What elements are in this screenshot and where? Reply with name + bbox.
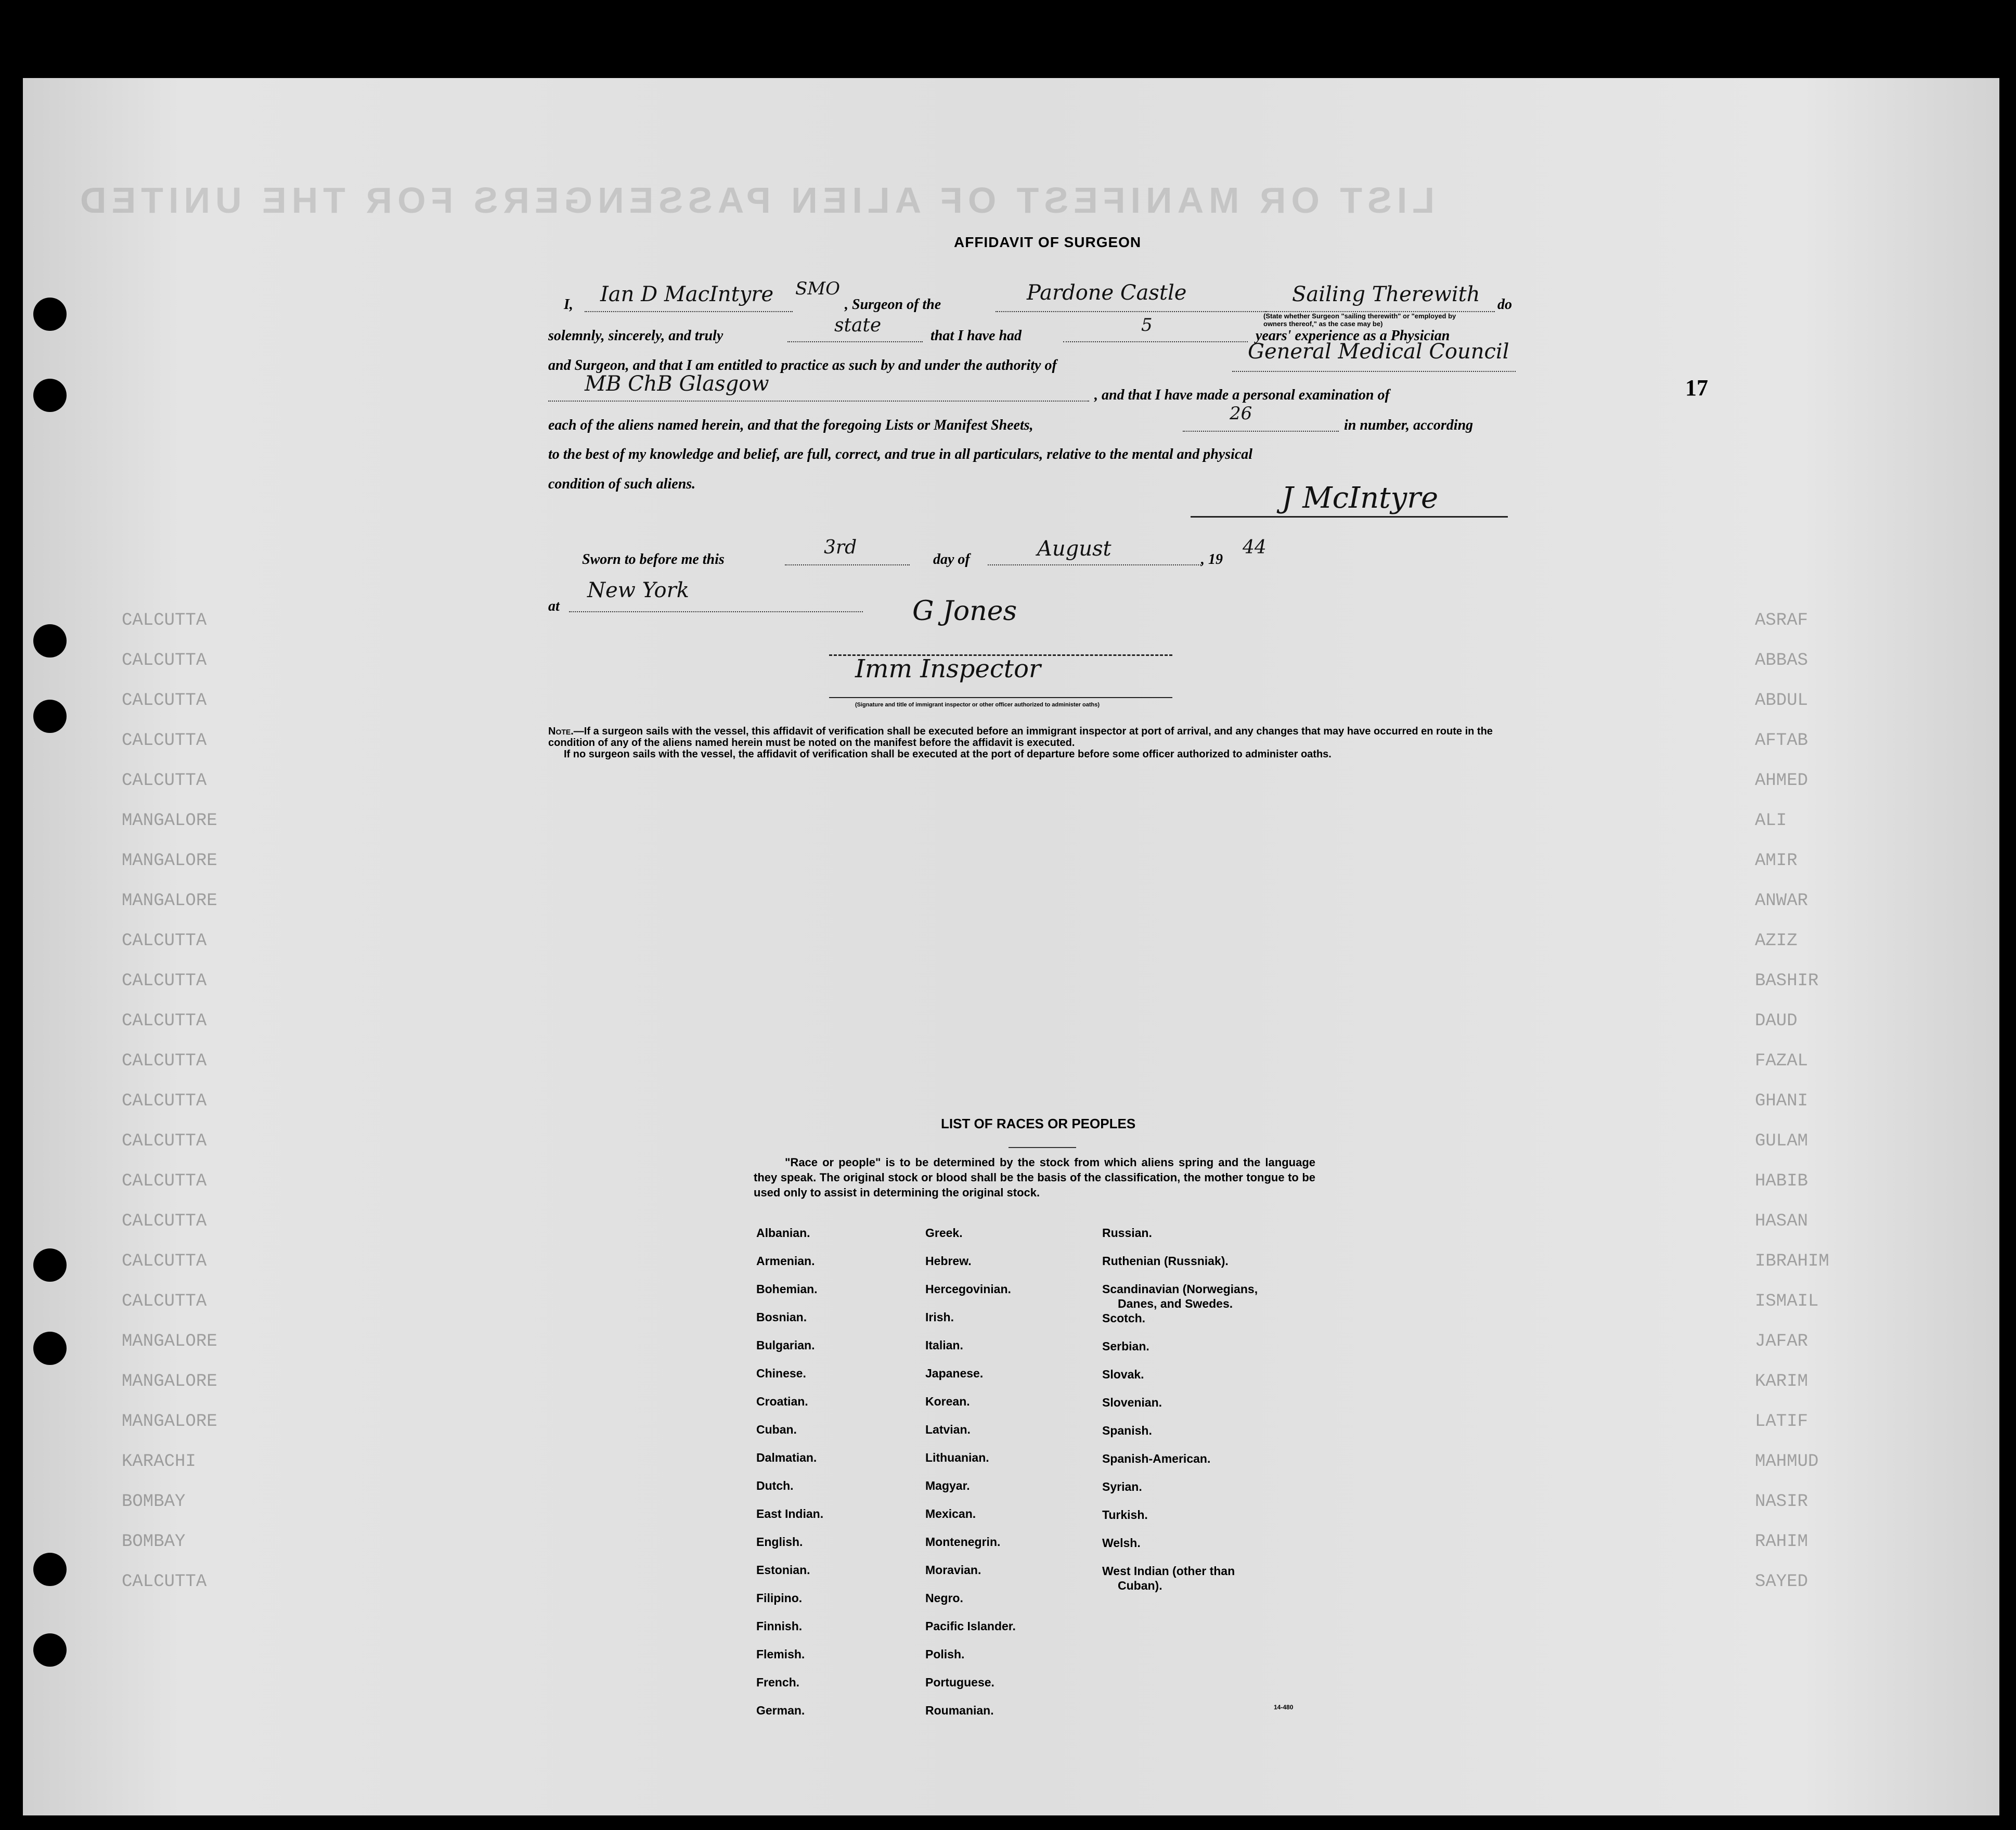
races-column-3 — [1102, 1225, 1258, 1606]
race-item: Greek. — [925, 1226, 963, 1240]
race-item: Turkish. — [1102, 1508, 1148, 1522]
ghost-text: CALCUTTA — [122, 1572, 207, 1592]
years-blank — [1063, 341, 1248, 342]
affidavit-line5-prefix: each of the aliens named herein, and that the foregoing Lists or Manifest Sheets, — [548, 417, 1033, 433]
vessel-handwriting: Pardone Castle — [1027, 281, 1187, 305]
ghost-text: SAYED — [1755, 1572, 1808, 1592]
vessel-blank — [996, 311, 1266, 312]
ghost-text: CALCUTTA — [122, 1091, 207, 1111]
affidavit-line3: and Surgeon, and that I am entitled to practice as such by and under the authority of — [548, 357, 1057, 373]
ghost-text: BOMBAY — [122, 1532, 186, 1552]
race-item: French. — [756, 1676, 800, 1689]
ghost-text: CALCUTTA — [122, 971, 207, 991]
ghost-text: BOMBAY — [122, 1492, 186, 1512]
authority-handwriting: General Medical Council — [1248, 340, 1509, 364]
ghost-text: LATIF — [1755, 1412, 1808, 1432]
document-page — [23, 78, 1999, 1815]
surgeon-signature-line — [1191, 516, 1508, 518]
at-label: at — [548, 598, 560, 614]
punch-hole — [33, 624, 67, 658]
race-item: Russian. — [1102, 1226, 1152, 1240]
ghost-text: MANGALORE — [122, 851, 217, 871]
race-item: Bohemian. — [756, 1282, 818, 1296]
officer-signature: G Jones — [912, 596, 1017, 627]
ghost-text: IBRAHIM — [1755, 1252, 1829, 1271]
ghost-text: HASAN — [1755, 1212, 1808, 1231]
note-paragraph-1 — [548, 726, 1516, 749]
affidavit-line1-end: do — [1497, 297, 1512, 313]
affidavit-line7: condition of such aliens. — [548, 476, 696, 492]
sworn-year-handwriting: 44 — [1243, 537, 1267, 558]
affidavit-line2-middle: that I have had — [931, 328, 1022, 344]
ghost-text: GULAM — [1755, 1131, 1808, 1151]
punch-hole — [33, 379, 67, 412]
ghost-text: CALCUTTA — [122, 731, 207, 751]
place-handwriting: New York — [587, 578, 689, 602]
degrees-blank — [548, 401, 1089, 402]
sheets-handwriting: 26 — [1230, 403, 1252, 424]
races-title-rule — [1009, 1147, 1076, 1148]
ghost-text: AZIZ — [1755, 931, 1798, 951]
ghost-text: GHANI — [1755, 1091, 1808, 1111]
race-item: Portuguese. — [925, 1676, 994, 1689]
ghost-text: ABBAS — [1755, 651, 1808, 671]
race-item: English. — [756, 1535, 803, 1549]
race-item: West Indian (other than — [1102, 1564, 1235, 1578]
races-column-2 — [925, 1225, 1016, 1731]
sworn-day-of: day of — [933, 551, 970, 568]
races-column-1 — [756, 1225, 823, 1731]
race-item: Cuban). — [1118, 1579, 1162, 1592]
years-handwriting: 5 — [1141, 315, 1153, 336]
ghost-text: CALCUTTA — [122, 1011, 207, 1031]
race-item: Albanian. — [756, 1226, 810, 1240]
race-item: Mexican. — [925, 1507, 976, 1520]
race-item: Filipino. — [756, 1591, 803, 1605]
sworn-day-handwriting: 3rd — [824, 537, 857, 558]
race-item: Slovak. — [1102, 1368, 1144, 1381]
ghost-text: MANGALORE — [122, 811, 217, 831]
ghost-text: CALCUTTA — [122, 771, 207, 791]
race-item: Latvian. — [925, 1423, 971, 1436]
race-item: Scandinavian (Norwegians, — [1102, 1282, 1258, 1296]
surgeon-name-blank — [585, 311, 793, 312]
punch-hole — [33, 1248, 67, 1282]
race-item: Pacific Islander. — [925, 1619, 1016, 1633]
bleed-through-title: LIST OR MANIFEST OF ALIEN PASSENGERS FOR THE UNITED — [75, 180, 1435, 221]
surgeon-signature: J McIntyre — [1282, 481, 1439, 515]
affidavit-note — [548, 726, 1516, 760]
race-item: Syrian. — [1102, 1480, 1142, 1493]
race-item: Lithuanian. — [925, 1451, 989, 1464]
ghost-text: AMIR — [1755, 851, 1798, 871]
ghost-text: CALCUTTA — [122, 691, 207, 711]
affidavit-title: AFFIDAVIT OF SURGEON — [954, 234, 1142, 250]
surgeon-name-handwriting: Ian D MacIntyre — [600, 282, 774, 306]
vessel-status-note: (State whether Surgeon "sailing therewith" or "employed by owners thereof," as the case may be) — [1263, 312, 1456, 328]
race-item: Flemish. — [756, 1647, 805, 1661]
race-item: Estonian. — [756, 1563, 810, 1577]
race-item: Serbian. — [1102, 1339, 1149, 1353]
officer-title: Imm Inspector — [855, 654, 1041, 684]
ghost-text: MANGALORE — [122, 1372, 217, 1391]
ghost-text: NASIR — [1755, 1492, 1808, 1512]
capacity-handwriting: Sailing Therewith — [1292, 282, 1480, 306]
race-item: Cuban. — [756, 1423, 797, 1436]
sheets-blank — [1183, 431, 1339, 432]
ghost-text: ASRAF — [1755, 611, 1808, 630]
race-item: East Indian. — [756, 1507, 824, 1520]
form-number: 14-480 — [1274, 1704, 1294, 1711]
race-item: Roumanian. — [925, 1704, 994, 1717]
affidavit-line2-end: years' experience as a Physician — [1256, 328, 1450, 344]
affidavit-line4: , and that I have made a personal examination of — [1094, 387, 1390, 403]
ghost-text: KARACHI — [122, 1452, 196, 1472]
ghost-text: DAUD — [1755, 1011, 1798, 1031]
note-label: Note. — [548, 726, 574, 737]
race-item: Spanish-American. — [1102, 1452, 1211, 1465]
race-item: Slovenian. — [1102, 1396, 1162, 1409]
officer-signature-caption: (Signature and title of immigrant inspector or other officer authorized to administer oaths) — [855, 702, 1100, 708]
verb-blank — [787, 341, 923, 342]
affidavit-line1-surgeon-of: , Surgeon of the — [845, 297, 941, 313]
race-item: Bulgarian. — [756, 1338, 815, 1352]
race-item: Armenian. — [756, 1254, 815, 1268]
race-item: Dalmatian. — [756, 1451, 817, 1464]
race-item: Chinese. — [756, 1367, 806, 1380]
race-item: Hercegovinian. — [925, 1282, 1011, 1296]
race-item: Polish. — [925, 1647, 965, 1661]
ghost-text: FAZAL — [1755, 1051, 1808, 1071]
race-item: Danes, and Swedes. — [1118, 1297, 1233, 1310]
race-item: Dutch. — [756, 1479, 794, 1492]
affidavit-line5-end: in number, according — [1344, 417, 1474, 433]
race-item: Irish. — [925, 1310, 954, 1324]
punch-hole — [33, 298, 67, 331]
ghost-text: HABIB — [1755, 1171, 1808, 1191]
sworn-prefix: Sworn to before me this — [582, 551, 725, 568]
ghost-text: CALCUTTA — [122, 1212, 207, 1231]
sworn-month-handwriting: August — [1037, 537, 1112, 561]
place-blank — [569, 611, 863, 612]
punch-hole — [33, 1633, 67, 1667]
race-item: Italian. — [925, 1338, 963, 1352]
ghost-text: MANGALORE — [122, 1412, 217, 1432]
ghost-text: MAHMUD — [1755, 1452, 1819, 1472]
ghost-text: AFTAB — [1755, 731, 1808, 751]
race-item: Croatian. — [756, 1395, 808, 1408]
officer-title-line — [829, 697, 1172, 698]
sworn-day-blank — [785, 564, 910, 565]
race-item: Finnish. — [756, 1619, 803, 1633]
ghost-text: CALCUTTA — [122, 1292, 207, 1311]
ghost-text: AHMED — [1755, 771, 1808, 791]
ghost-text: ANWAR — [1755, 891, 1808, 911]
ghost-text: ALI — [1755, 811, 1787, 831]
note-paragraph-2: If no surgeon sails with the vessel, the affidavit of verification shall be executed at the port of departure before some officer authorized to administer oaths. — [564, 749, 1332, 760]
ghost-text: ISMAIL — [1755, 1292, 1819, 1311]
ghost-text: ABDUL — [1755, 691, 1808, 711]
ghost-text: CALCUTTA — [122, 611, 207, 630]
sworn-month-blank — [988, 564, 1201, 565]
race-item: Korean. — [925, 1395, 970, 1408]
punch-hole — [33, 1332, 67, 1365]
race-item: Bosnian. — [756, 1310, 807, 1324]
punch-hole — [33, 700, 67, 733]
race-item: Japanese. — [925, 1367, 984, 1380]
race-item: Scotch. — [1102, 1311, 1146, 1325]
affidavit-line1-prefix: I, — [564, 297, 573, 313]
sworn-year-prefix: , 19 — [1201, 551, 1223, 568]
race-item: Negro. — [925, 1591, 963, 1605]
ghost-text: JAFAR — [1755, 1332, 1808, 1351]
race-item: Moravian. — [925, 1563, 981, 1577]
race-item: German. — [756, 1704, 805, 1717]
ghost-column-left — [122, 601, 217, 1602]
ghost-text: MANGALORE — [122, 891, 217, 911]
race-item: Hebrew. — [925, 1254, 972, 1268]
ghost-text: CALCUTTA — [122, 1171, 207, 1191]
ghost-text: CALCUTTA — [122, 651, 207, 671]
ghost-text: KARIM — [1755, 1372, 1808, 1391]
degrees-handwriting: MB ChB Glasgow — [585, 372, 769, 396]
punch-hole — [33, 1553, 67, 1586]
ghost-text: CALCUTTA — [122, 1252, 207, 1271]
race-item: Montenegrin. — [925, 1535, 1001, 1549]
page-number: 17 — [1685, 375, 1708, 401]
surgeon-abbr-handwriting: SMO — [795, 278, 840, 299]
ghost-text: CALCUTTA — [122, 931, 207, 951]
ghost-text: BASHIR — [1755, 971, 1819, 991]
race-item: Spanish. — [1102, 1424, 1152, 1437]
affidavit-line2-prefix: solemnly, sincerely, and truly — [548, 328, 723, 344]
authority-blank — [1232, 371, 1516, 372]
affidavit-line6: to the best of my knowledge and belief, are full, correct, and true in all particulars, relative to the mental and physical — [548, 446, 1253, 462]
races-title: LIST OF RACES OR PEOPLES — [941, 1116, 1136, 1131]
ghost-text: RAHIM — [1755, 1532, 1808, 1552]
races-intro: "Race or people" is to be determined by the stock from which aliens spring and the language they speak. The original stock or blood shall be the basis of the classification, the mother tongue to be used only to assist in determining the original stock. — [754, 1156, 1315, 1199]
race-item: Magyar. — [925, 1479, 970, 1492]
race-item: Welsh. — [1102, 1536, 1141, 1550]
ghost-text: CALCUTTA — [122, 1131, 207, 1151]
verb-handwriting: state — [834, 315, 882, 336]
note-text-1: —If a surgeon sails with the vessel, this affidavit of verification shall be executed before an immigrant inspector at port of arrival, and any changes that may have occurred en route in the condition of any of the aliens named herein must be noted on the manifest before the affidavit is executed. — [548, 726, 1493, 749]
ghost-column-right — [1755, 601, 1829, 1602]
ghost-text: MANGALORE — [122, 1332, 217, 1351]
ghost-text: CALCUTTA — [122, 1051, 207, 1071]
race-item: Ruthenian (Russniak). — [1102, 1254, 1229, 1268]
